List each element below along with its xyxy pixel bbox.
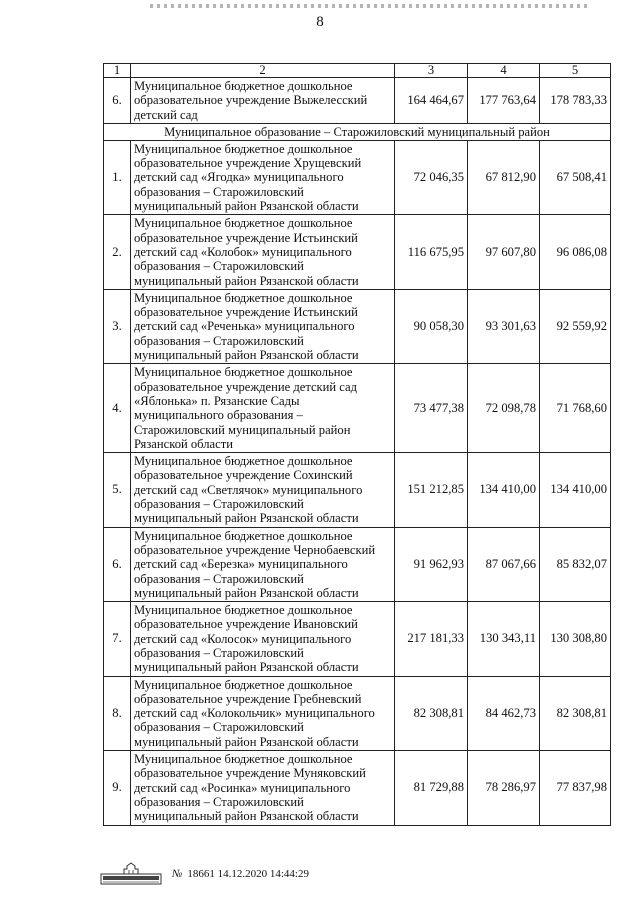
value-col-5: 130 308,80: [540, 602, 611, 676]
allocation-table: [103, 63, 611, 826]
column-header-3: 3: [395, 64, 468, 78]
value-col-5: 71 768,60: [540, 364, 611, 453]
value-col-4: 134 410,00: [468, 453, 540, 527]
value-col-4: 97 607,80: [468, 215, 540, 289]
registration-mark: №: [172, 868, 183, 880]
table-body: [104, 78, 611, 826]
section-title: Муниципальное образование – Старожиловский муниципальный район: [104, 123, 611, 140]
table-row: [104, 78, 611, 124]
institution-name: Муниципальное бюджетное дошкольное образовательное учреждение Истьинский детский сад «Реченька» муниципального образования – Старожиловский муниципальный район Рязанской области: [131, 289, 395, 363]
value-col-5: 77 837,98: [540, 751, 611, 825]
row-number: 9.: [104, 751, 131, 825]
value-col-3: 81 729,88: [395, 751, 468, 825]
row-number: 3.: [104, 289, 131, 363]
value-col-5: 82 308,81: [540, 676, 611, 750]
value-col-3: 217 181,33: [395, 602, 468, 676]
value-col-3: 164 464,67: [395, 78, 468, 124]
value-col-3: 73 477,38: [395, 364, 468, 453]
registration-footer: [100, 862, 309, 886]
value-col-4: 78 286,97: [468, 751, 540, 825]
scan-artifact-line: [150, 4, 590, 8]
value-col-5: 92 559,92: [540, 289, 611, 363]
value-col-3: 72 046,35: [395, 140, 468, 214]
institution-name: Муниципальное бюджетное дошкольное образовательное учреждение Сохинский детский сад «Светлячок» муниципального образования – Старожиловский муниципальный район Рязанской области: [131, 453, 395, 527]
registration-number-date: 18661 14.12.2020 14:44:29: [187, 868, 309, 880]
institution-name: Муниципальное бюджетное дошкольное образовательное учреждение Муняковский детский сад «Росинка» муниципального образования – Старожиловский муниципальный район Рязанской области: [131, 751, 395, 825]
value-col-4: 84 462,73: [468, 676, 540, 750]
value-col-5: 85 832,07: [540, 527, 611, 601]
column-header-1: 1: [104, 64, 131, 78]
value-col-5: 178 783,33: [540, 78, 611, 124]
value-col-3: 116 675,95: [395, 215, 468, 289]
value-col-5: 96 086,08: [540, 215, 611, 289]
column-header-4: 4: [468, 64, 540, 78]
value-col-4: 72 098,78: [468, 364, 540, 453]
table-row: [104, 527, 611, 601]
value-col-5: 67 508,41: [540, 140, 611, 214]
value-col-4: 130 343,11: [468, 602, 540, 676]
registry-stamp-icon: [100, 862, 162, 886]
institution-name: Муниципальное бюджетное дошкольное образовательное учреждение Хрущевский детский сад «Ягодка» муниципального образования – Старожиловский муниципальный район Рязанской области: [131, 140, 395, 214]
table-row: [104, 676, 611, 750]
institution-name: Муниципальное бюджетное дошкольное образовательное учреждение Выжелесский детский сад: [131, 78, 395, 124]
institution-name: Муниципальное бюджетное дошкольное образовательное учреждение Гребневский детский сад «Колокольчик» муниципального образования – Старожиловский муниципальный район Рязанской области: [131, 676, 395, 750]
row-number: 7.: [104, 602, 131, 676]
row-number: 5.: [104, 453, 131, 527]
table-row: [104, 140, 611, 214]
value-col-3: 91 962,93: [395, 527, 468, 601]
value-col-4: 177 763,64: [468, 78, 540, 124]
institution-name: Муниципальное бюджетное дошкольное образовательное учреждение Ивановский детский сад «Колосок» муниципального образования – Старожиловский муниципальный район Рязанской области: [131, 602, 395, 676]
value-col-4: 93 301,63: [468, 289, 540, 363]
table-row: [104, 453, 611, 527]
row-number: 8.: [104, 676, 131, 750]
column-number-row: [104, 64, 611, 78]
institution-name: Муниципальное бюджетное дошкольное образовательное учреждение Чернобаевский детский сад «Березка» муниципального образования – Старожиловский муниципальный район Рязанской области: [131, 527, 395, 601]
page-number: 8: [316, 14, 324, 30]
row-number: 4.: [104, 364, 131, 453]
row-number: 2.: [104, 215, 131, 289]
table-row: [104, 602, 611, 676]
column-header-2: 2: [131, 64, 395, 78]
value-col-3: 82 308,81: [395, 676, 468, 750]
table-row: [104, 364, 611, 453]
section-row: [104, 123, 611, 140]
row-number: 6.: [104, 78, 131, 124]
value-col-4: 87 067,66: [468, 527, 540, 601]
institution-name: Муниципальное бюджетное дошкольное образовательное учреждение Истьинский детский сад «Колобок» муниципального образования – Старожиловский муниципальный район Рязанской области: [131, 215, 395, 289]
institution-name: Муниципальное бюджетное дошкольное образовательное учреждение детский сад «Яблонька» п. Рязанские Сады муниципального образования – Старожиловский муниципальный район Рязанской области: [131, 364, 395, 453]
table-row: [104, 215, 611, 289]
value-col-3: 151 212,85: [395, 453, 468, 527]
table-row: [104, 751, 611, 825]
row-number: 6.: [104, 527, 131, 601]
value-col-5: 134 410,00: [540, 453, 611, 527]
table-row: [104, 289, 611, 363]
column-header-5: 5: [540, 64, 611, 78]
row-number: 1.: [104, 140, 131, 214]
value-col-4: 67 812,90: [468, 140, 540, 214]
value-col-3: 90 058,30: [395, 289, 468, 363]
